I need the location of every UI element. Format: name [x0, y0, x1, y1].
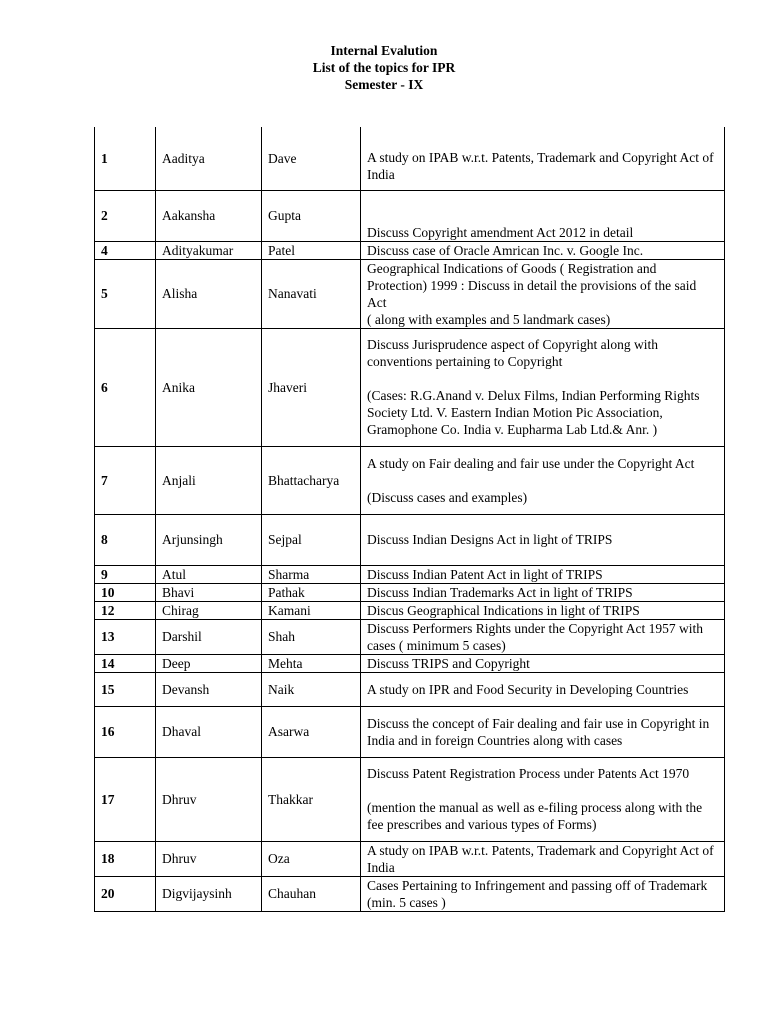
table-row: [95, 259, 725, 328]
table-row: [95, 241, 725, 259]
topic-text: A study on IPAB w.r.t. Patents, Trademark and Copyright Act of India: [367, 842, 714, 875]
topic-text: Discuss Indian Designs Act in light of TRIPS: [367, 532, 613, 547]
roll-number-cell: 13: [95, 619, 156, 654]
topic-text: Discuss Indian Patent Act in light of TRIPS: [367, 566, 603, 582]
paragraph-gap: [367, 370, 718, 387]
table-row: [95, 583, 725, 601]
topic-text: Geographical Indications of Goods ( Registration and Protection) 1999 : Discuss in detail the provisions of the said Act: [367, 260, 697, 310]
roll-number-cell: 6: [95, 328, 156, 446]
topic-cell: [361, 619, 725, 654]
first-name-cell: Dhaval: [156, 706, 262, 757]
heading-semester: Semester - IX: [344, 77, 424, 92]
topic-cell: [361, 565, 725, 583]
topic-cell: [361, 514, 725, 565]
first-name-cell: Dhruv: [156, 841, 262, 876]
topic-cell: [361, 259, 725, 328]
roll-number-cell: 16: [95, 706, 156, 757]
document-heading: [0, 42, 768, 93]
table-row: [95, 876, 725, 911]
topic-cell: [361, 601, 725, 619]
topic-text: Discus Geographical Indications in light of TRIPS: [367, 602, 640, 618]
table-row: [95, 672, 725, 706]
roll-number-cell: 7: [95, 446, 156, 514]
table-row: [95, 446, 725, 514]
topic-cell: [361, 841, 725, 876]
roll-number-cell: 18: [95, 841, 156, 876]
topic-text: A study on IPAB w.r.t. Patents, Trademark and Copyright Act of India: [367, 149, 714, 182]
last-name-cell: Sharma: [262, 565, 361, 583]
last-name-cell: Bhattacharya: [262, 446, 361, 514]
last-name-cell: Asarwa: [262, 706, 361, 757]
roll-number-cell: 20: [95, 876, 156, 911]
topic-text: ( along with examples and 5 landmark cases): [367, 311, 611, 327]
last-name-cell: Nanavati: [262, 259, 361, 328]
paragraph-gap: [367, 782, 718, 799]
topic-cell: [361, 127, 725, 190]
last-name-cell: Thakkar: [262, 757, 361, 841]
topic-text: Cases Pertaining to Infringement and passing off of Trademark (min. 5 cases ): [367, 877, 708, 910]
last-name-cell: Patel: [262, 241, 361, 259]
table-row: [95, 514, 725, 565]
first-name-cell: Anika: [156, 328, 262, 446]
topic-text: (Cases: R.G.Anand v. Delux Films, Indian Performing Rights Society Ltd. V. Eastern Indian Motion Pic Association, Gramophone Co. India v. Eupharma Lab Ltd.& Anr. ): [367, 388, 700, 437]
last-name-cell: Jhaveri: [262, 328, 361, 446]
last-name-cell: Gupta: [262, 190, 361, 241]
topic-text: Discuss Patent Registration Process under Patents Act 1970: [367, 766, 690, 781]
roll-number-cell: 1: [95, 127, 156, 190]
roll-number-cell: 8: [95, 514, 156, 565]
first-name-cell: Anjali: [156, 446, 262, 514]
roll-number-cell: 17: [95, 757, 156, 841]
roll-number-cell: 9: [95, 565, 156, 583]
topics-table-body: [95, 127, 725, 911]
first-name-cell: Digvijaysinh: [156, 876, 262, 911]
table-row: [95, 841, 725, 876]
topic-text: Discuss Performers Rights under the Copyright Act 1957 with cases ( minimum 5 cases): [367, 620, 703, 653]
topic-cell: [361, 654, 725, 672]
roll-number-cell: 10: [95, 583, 156, 601]
heading-title: Internal Evalution: [330, 43, 438, 58]
roll-number-cell: 15: [95, 672, 156, 706]
topic-cell: [361, 190, 725, 241]
table-row: [95, 190, 725, 241]
roll-number-cell: 14: [95, 654, 156, 672]
topic-text: Discuss case of Oracle Amrican Inc. v. Google Inc.: [367, 242, 644, 258]
last-name-cell: Chauhan: [262, 876, 361, 911]
topics-table: [94, 127, 725, 912]
first-name-cell: Atul: [156, 565, 262, 583]
first-name-cell: Adityakumar: [156, 241, 262, 259]
last-name-cell: Kamani: [262, 601, 361, 619]
first-name-cell: Chirag: [156, 601, 262, 619]
first-name-cell: Deep: [156, 654, 262, 672]
first-name-cell: Arjunsingh: [156, 514, 262, 565]
table-row: [95, 654, 725, 672]
first-name-cell: Darshil: [156, 619, 262, 654]
topic-text: A study on IPR and Food Security in Developing Countries: [367, 681, 689, 697]
heading-subtitle: List of the topics for IPR: [312, 60, 456, 75]
topic-text: Discuss TRIPS and Copyright: [367, 655, 530, 671]
roll-number-cell: 4: [95, 241, 156, 259]
topic-text: Discuss the concept of Fair dealing and fair use in Copyright in India and in foreign Countries along with cases: [367, 715, 710, 748]
topic-text: (mention the manual as well as e-filing process along with the fee prescribes and various types of Forms): [367, 800, 703, 832]
table-row: [95, 601, 725, 619]
paragraph-gap: [367, 472, 718, 489]
table-row: [95, 619, 725, 654]
last-name-cell: Mehta: [262, 654, 361, 672]
topic-cell: [361, 446, 725, 514]
first-name-cell: Bhavi: [156, 583, 262, 601]
first-name-cell: Devansh: [156, 672, 262, 706]
topic-cell: [361, 328, 725, 446]
topic-cell: [361, 706, 725, 757]
last-name-cell: Pathak: [262, 583, 361, 601]
first-name-cell: Alisha: [156, 259, 262, 328]
topic-cell: [361, 876, 725, 911]
roll-number-cell: 5: [95, 259, 156, 328]
first-name-cell: Dhruv: [156, 757, 262, 841]
topic-cell: [361, 672, 725, 706]
table-row: [95, 565, 725, 583]
topic-cell: [361, 757, 725, 841]
table-row: [95, 757, 725, 841]
roll-number-cell: 2: [95, 190, 156, 241]
topic-cell: [361, 583, 725, 601]
topic-text: Discuss Copyright amendment Act 2012 in detail: [367, 224, 634, 240]
topic-text: Discuss Jurisprudence aspect of Copyright along with conventions pertaining to Copyright: [367, 337, 658, 369]
table-row: [95, 706, 725, 757]
topic-text: A study on Fair dealing and fair use under the Copyright Act: [367, 455, 695, 471]
last-name-cell: Sejpal: [262, 514, 361, 565]
topic-text: Discuss Indian Trademarks Act in light of TRIPS: [367, 584, 633, 600]
last-name-cell: Oza: [262, 841, 361, 876]
roll-number-cell: 12: [95, 601, 156, 619]
table-row: [95, 328, 725, 446]
topic-cell: [361, 241, 725, 259]
last-name-cell: Dave: [262, 127, 361, 190]
table-row: [95, 127, 725, 190]
last-name-cell: Naik: [262, 672, 361, 706]
last-name-cell: Shah: [262, 619, 361, 654]
topic-text: (Discuss cases and examples): [367, 489, 528, 505]
first-name-cell: Aaditya: [156, 127, 262, 190]
first-name-cell: Aakansha: [156, 190, 262, 241]
